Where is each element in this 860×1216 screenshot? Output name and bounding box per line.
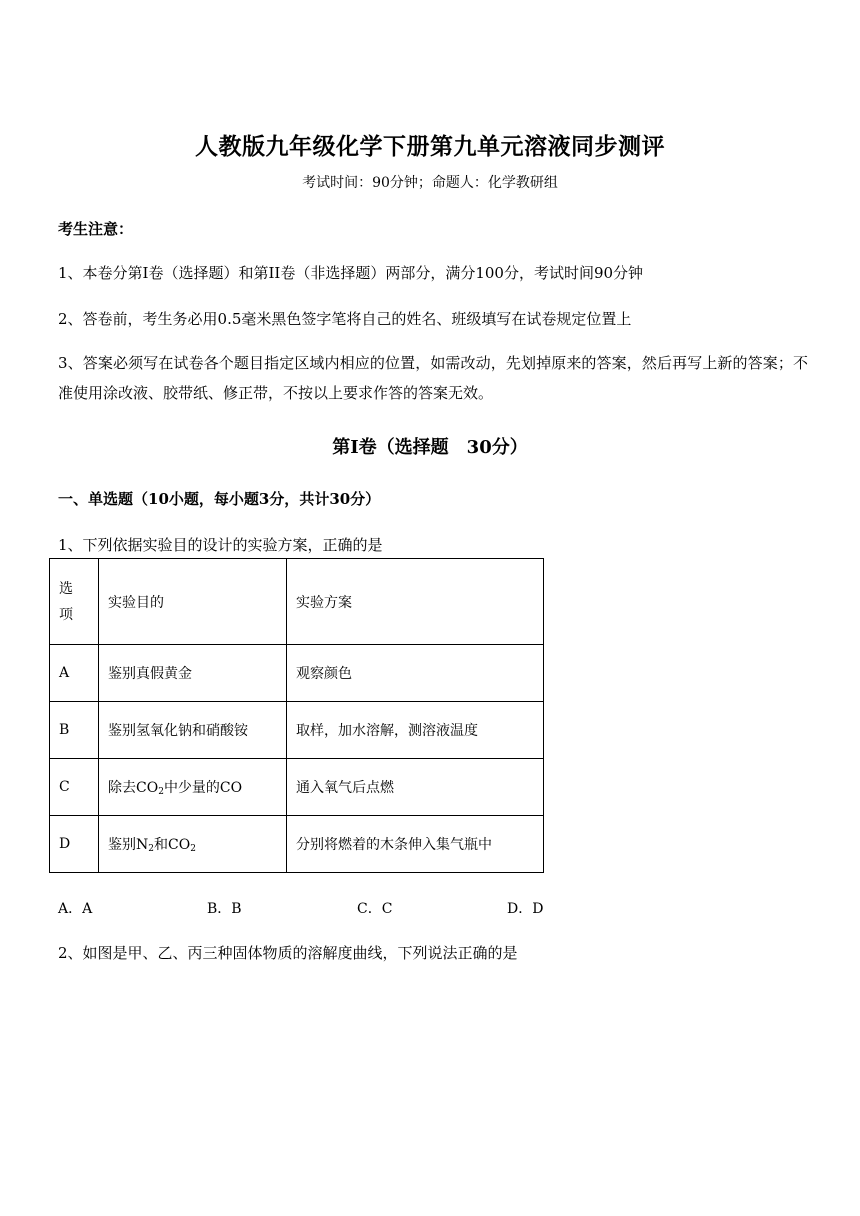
exam-info: 考试时间：90分钟；命题人：化学教研组 <box>302 175 558 191</box>
method-cell: 观察颜色 <box>287 645 544 702</box>
choice-d: D．D <box>507 901 544 917</box>
purpose-cell <box>99 816 287 873</box>
table-row <box>50 759 544 816</box>
header-method-cell: 实验方案 <box>287 559 544 645</box>
choice-b: B．B <box>207 901 242 917</box>
header-purpose-cell: 实验目的 <box>99 559 287 645</box>
purpose-text: 中少量的CO <box>163 780 243 796</box>
subscript: 2 <box>190 844 196 854</box>
header-option-cell <box>50 559 99 645</box>
subsection-heading: 一、单选题（10小题，每小题3分，共计30分） <box>58 490 381 508</box>
method-cell: 通入氧气后点燃 <box>287 759 544 816</box>
purpose-cell: 鉴别真假黄金 <box>99 645 287 702</box>
question-2-stem: 2、如图是甲、乙、丙三种固体物质的溶解度曲线，下列说法正确的是 <box>58 944 518 962</box>
choice-c: C．C <box>357 901 393 917</box>
notice-item-1: 1、本卷分第I卷（选择题）和第II卷（非选择题）两部分，满分100分，考试时间90分钟 <box>58 264 644 282</box>
purpose-cell <box>99 759 287 816</box>
subscript: 2 <box>158 787 164 797</box>
subscript: 2 <box>148 844 154 854</box>
option-cell: B <box>50 702 99 759</box>
header-option-line2: 项 <box>59 606 73 623</box>
purpose-cell: 鉴别氢氧化钠和硝酸铵 <box>99 702 287 759</box>
table-row <box>50 645 544 702</box>
purpose-text: 和CO <box>153 837 191 853</box>
notice-heading: 考生注意： <box>58 220 134 238</box>
table-header-row <box>50 559 544 645</box>
method-cell: 分别将燃着的木条伸入集气瓶中 <box>287 816 544 873</box>
option-cell: A <box>50 645 99 702</box>
method-cell: 取样，加水溶解，测溶液温度 <box>287 702 544 759</box>
table-row <box>50 816 544 873</box>
purpose-text: 鉴别N <box>108 837 149 853</box>
notice-item-3: 3、答案必须写在试卷各个题目指定区域内相应的位置，如需改动，先划掉原来的答案，然后再写上新的答案；不准使用涂改液、胶带纸、修正带，不按以上要求作答的答案无效。 <box>58 354 808 402</box>
page-title: 人教版九年级化学下册第九单元溶液同步测评 <box>195 133 665 160</box>
question-1-stem: 1、下列依据实验目的设计的实验方案，正确的是 <box>58 536 383 554</box>
section-heading: 第I卷（选择题 30分） <box>332 437 528 458</box>
choice-a: A．A <box>58 901 93 917</box>
header-option-line1: 选 <box>59 580 73 597</box>
option-cell: D <box>50 816 99 873</box>
notice-item-2: 2、答卷前，考生务必用0.5毫米黑色签字笔将自己的姓名、班级填写在试卷规定位置上 <box>58 310 632 328</box>
table-row <box>50 702 544 759</box>
option-cell: C <box>50 759 99 816</box>
question-1-table <box>49 558 544 873</box>
purpose-text: 除去CO <box>108 780 159 796</box>
